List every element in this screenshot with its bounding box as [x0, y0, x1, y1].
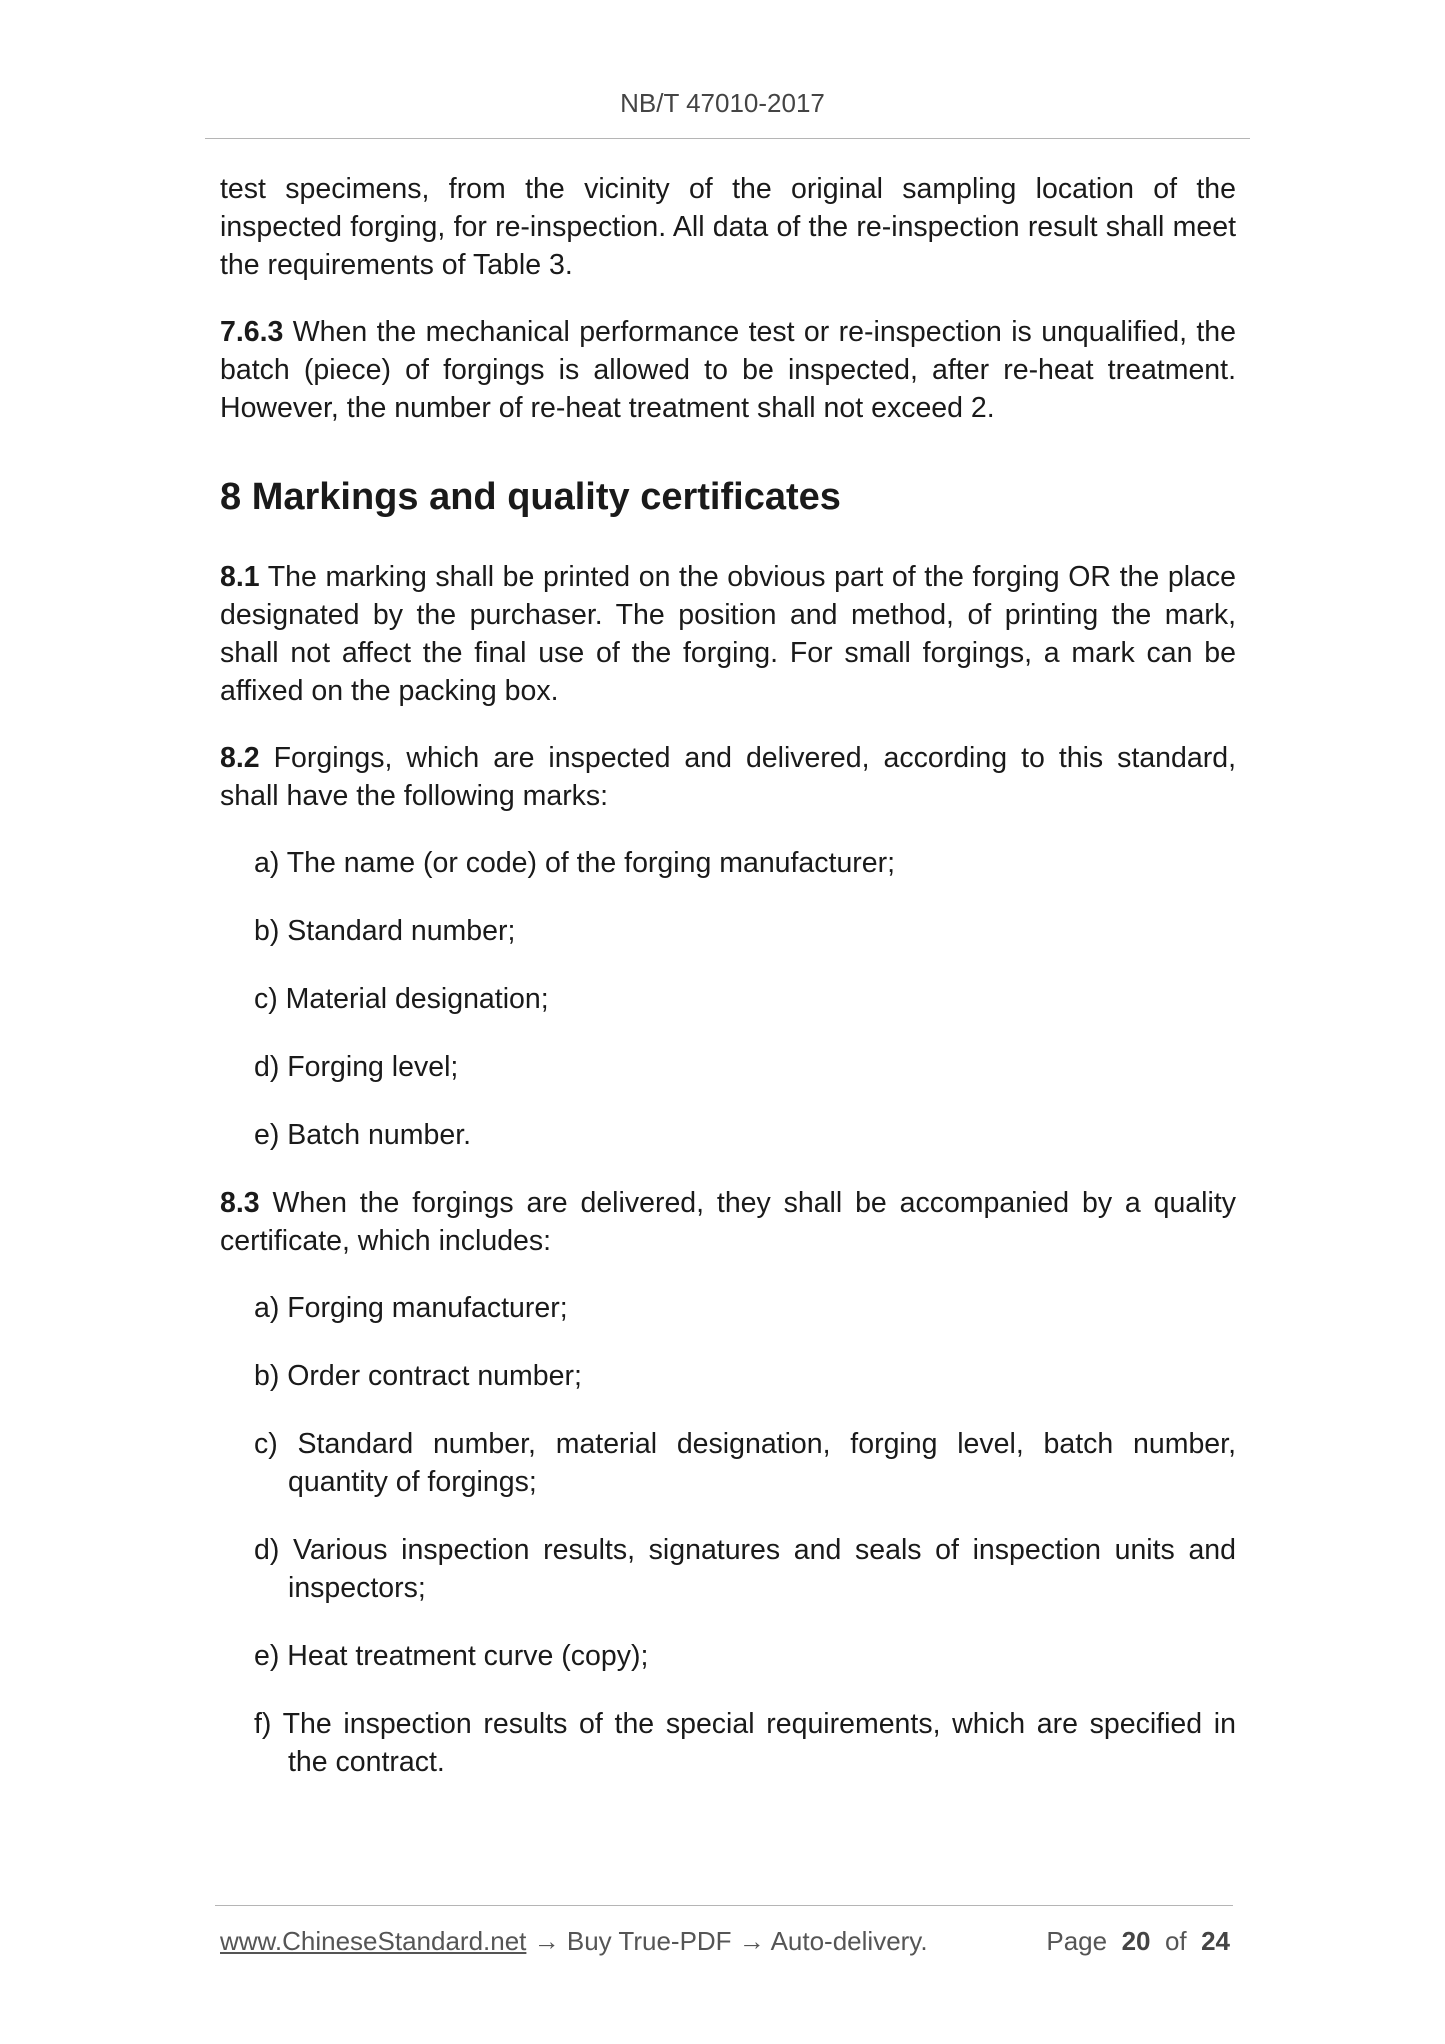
page-footer [220, 1926, 1230, 1957]
clause-text: When the mechanical performance test or re-inspection is unqualified, the batch (piece) of forgings is allowed to be inspected, after re-heat treatment. However, the number of re-heat treatment shall not exceed 2. [220, 316, 1236, 424]
clause-7-6-3 [220, 313, 1236, 427]
document-id-header: NB/T 47010-2017 [620, 88, 825, 118]
clause-text: When the forgings are delivered, they shall be accompanied by a quality certificate, which includes: [220, 1187, 1236, 1257]
clause-number: 8.3 [220, 1187, 260, 1219]
page-label: Page [1046, 1926, 1108, 1956]
clause-8-3 [220, 1184, 1236, 1260]
clause-number: 8.1 [220, 561, 260, 593]
section-heading: 8 Markings and quality certificates [220, 476, 841, 518]
clause-text: Forgings, which are inspected and delivered, according to this standard, shall have the following marks: [220, 742, 1236, 812]
footer-promo-text: → Buy True-PDF → Auto-delivery. [526, 1926, 928, 1956]
clause-8-1 [220, 558, 1236, 710]
footer-divider [215, 1905, 1233, 1906]
clause-8-2 [220, 739, 1236, 815]
marks-list [220, 844, 1236, 1154]
header-divider [205, 138, 1250, 139]
list-item: a) The name (or code) of the forging manufacturer; [254, 847, 896, 879]
list-item: f) The inspection results of the special requirements, which are specified in the contract. [254, 1708, 1236, 1778]
page-number: 20 [1121, 1926, 1151, 1956]
list-item: b) Order contract number; [254, 1360, 582, 1392]
list-item: b) Standard number; [254, 915, 516, 947]
certificate-contents-list [220, 1289, 1236, 1781]
list-item: d) Various inspection results, signatures and seals of inspection units and inspectors; [254, 1534, 1236, 1604]
clause-number: 7.6.3 [220, 316, 284, 348]
clause-number: 8.2 [220, 742, 260, 774]
website-link[interactable]: www.ChineseStandard.net [220, 1926, 527, 1956]
list-item: e) Batch number. [254, 1119, 472, 1151]
clause-text: The marking shall be printed on the obvious part of the forging OR the place designated by the purchaser. The position and method, of printing the mark, shall not affect the final use of the forging. For small forgings, a mark can be affixed on the packing box. [220, 561, 1236, 707]
continued-paragraph: test specimens, from the vicinity of the original sampling location of the inspected forging, for re-inspection. All data of the re-inspection result shall meet the requirements of Table 3. [220, 173, 1236, 281]
list-item: e) Heat treatment curve (copy); [254, 1640, 649, 1672]
page-total: 24 [1201, 1926, 1230, 1956]
list-item: d) Forging level; [254, 1051, 459, 1083]
of-label: of [1164, 1926, 1187, 1956]
list-item: a) Forging manufacturer; [254, 1292, 568, 1324]
page-content [220, 170, 1236, 1811]
page-indicator [1046, 1926, 1230, 1957]
list-item: c) Material designation; [254, 983, 549, 1015]
list-item: c) Standard number, material designation, forging level, batch number, quantity of forgings; [254, 1428, 1236, 1498]
